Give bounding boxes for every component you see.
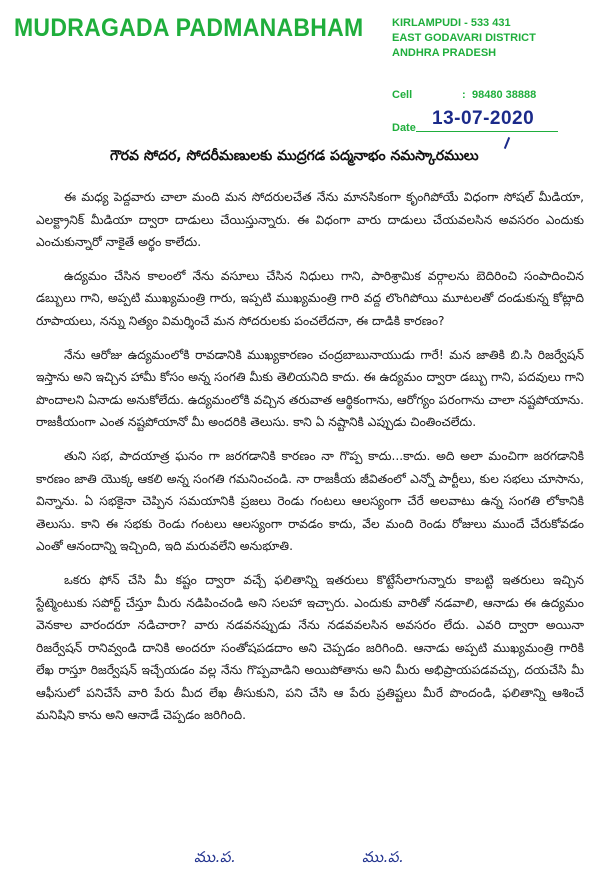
cell-colon: :	[462, 89, 466, 101]
cell-label: Cell	[392, 89, 413, 101]
salutation: గౌరవ సోదర, సోదరీమణులకు ముద్రగడ పద్మనాభం నమస్కారములు	[110, 148, 479, 164]
address-line-3: ANDHRA PRADESH	[392, 47, 497, 59]
letterhead-address	[392, 16, 536, 61]
paragraph-2: ఉద్యమం చేసిన కాలంలో నేను వసూలు చేసిన నిధులు గాని, పారిశ్రామిక వర్గాలను బెదిరించి సంపాదించిన డబ్బులు గాని, అప్పటి ముఖ్యమంత్రి గారు, ఇప్పటి ముఖ్యమంత్రి గారి వద్ద లొంగిపోయి మూటలతో దండుకున్న కోట్లాది రూపాయలు, నన్ను నిత్యం విమర్శించే మన సోదరులకు పంచలేదనా, ఈ దాడికి కారణం?	[36, 268, 584, 328]
letterhead-name: MUDRAGADA PADMANABHAM	[14, 14, 364, 42]
address-line-2: EAST GODAVARI DISTRICT	[392, 32, 536, 44]
handwritten-signature-1: ము.ప.	[194, 848, 236, 866]
paragraph-1: ఈ మధ్య పెద్దవారు చాలా మంది మన సోదరులచేత నేను మానసికంగా కృంగిపోయే విధంగా సోషల్ మీడియా, ఎలక్ట్రానిక్ మీడియా ద్వారా దాడులు చేయిస్తున్నారు. ఈ విధంగా వారు దాడులు చేయవలసిన అవసరం ఎందుకు ఎంచుకున్నారో నాకైతే అర్థం కాలేదు.	[36, 190, 584, 250]
date-underline	[416, 131, 558, 132]
letter-body	[36, 186, 584, 738]
paragraph-5: ఒకరు ఫోన్ చేసి మీ కష్టం ద్వారా వచ్చే ఫలితాన్ని ఇతరులు కొట్టేసేలాగున్నారు కాబట్టి ఇతరులు ఇచ్చిన స్టేట్మెంటుకు సపోర్ట్ చేస్తూ మీరు నడిపించండి అని సలహా ఇచ్చారు. ఎందుకు వారితో నడవాలి, ఆనాడు ఈ ఉద్యమం వెనకాల వారందరూ నడిచారా? వారు నడవనప్పుడు నేను నడవవలసిన అవసరం లేదు. ఎవరి ద్వారా అయినా రిజర్వేషన్ రానివ్వండి దానికి అందరూ సంతోషపడదాం అని చెప్పడం జరిగింది. ఆనాడు అప్పటి ముఖ్యమంత్రి గారికి లేఖ రాస్తూ రిజర్వేషన్ ఇచ్చేయడం వల్ల నేను గొప్పవాడిని అయిపోతాను అని మీరు అభిప్రాయపడవచ్చు, దయచేసి మీ ఆఫీసులో పనిచేసే వారి పేరు మీద లేఖ తీసుకుని, పని చేసి ఆ పేరు ప్రతిష్టలు మీరే పొందండి, ఫలితాన్ని ఆశించే మనిషిని కాను అని ఆనాడే చెప్పడం జరిగింది.	[36, 572, 584, 723]
cell-number: 98480 38888	[472, 89, 537, 101]
address-line-1: KIRLAMPUDI - 533 431	[392, 17, 511, 29]
date-value: 13-07-2020	[432, 108, 535, 129]
paragraph-4: తుని సభ, పాదయాత్ర ఘనం గా జరగడానికి కారణం నా గొప్ప కాదు...కాదు. అది అలా మంచిగా జరగడానికి కారణం జాతి యొక్క ఆకలి అన్న సంగతి గమనించండి. నా రాజకీయ జీవితంలో ఎన్నో పార్టీలు, కుల సభలు చూసాను, విన్నాను. ఏ సభకైనా చెప్పిన సమయానికి ప్రజలు రెండు గంటలు ఆలస్యంగా చేరే అలవాటు ఉన్న సంగతి లోకానికి తెలుసు. కాని ఈ సభకు రెండు గంటలు ఆలస్యంగా రావడం కాదు, వేల మంది రెండు రోజులు ముందే చేరుకోవడం ఎంతో ఆనందాన్ని ఇచ్చింది, ఇది మరువలేని అనుభూతి.	[36, 448, 584, 554]
handwritten-signature-2: ము.ప.	[362, 848, 404, 866]
paragraph-3: నేను ఆరోజు ఉద్యమంలోకి రావడానికి ముఖ్యకారణం చంద్రబాబునాయుడు గారే! మన జాతికి బి.సి రిజర్వేషన్ ఇస్తాను అని ఇచ్చిన హామీ కోసం అన్న సంగతి మీకు తెలియనిది కాదు. ఈ ఉద్యమం ద్వారా డబ్బు గాని, పదవులు గాని పొందాలని ఏనాడు అనుకోలేదు. ఉద్యమంలోకి వచ్చిన తరువాత ఆర్థికంగాను, ఆరోగ్యం పరంగాను చాలా నష్టపోయాను. రాజకీయంగా ఎంత నష్టపోయానో మీ అందరికి తెలుసు. కాని ఏ నష్టానికి ఎప్పుడు చింతించలేదు.	[36, 347, 584, 430]
date-label: Date	[392, 122, 416, 134]
